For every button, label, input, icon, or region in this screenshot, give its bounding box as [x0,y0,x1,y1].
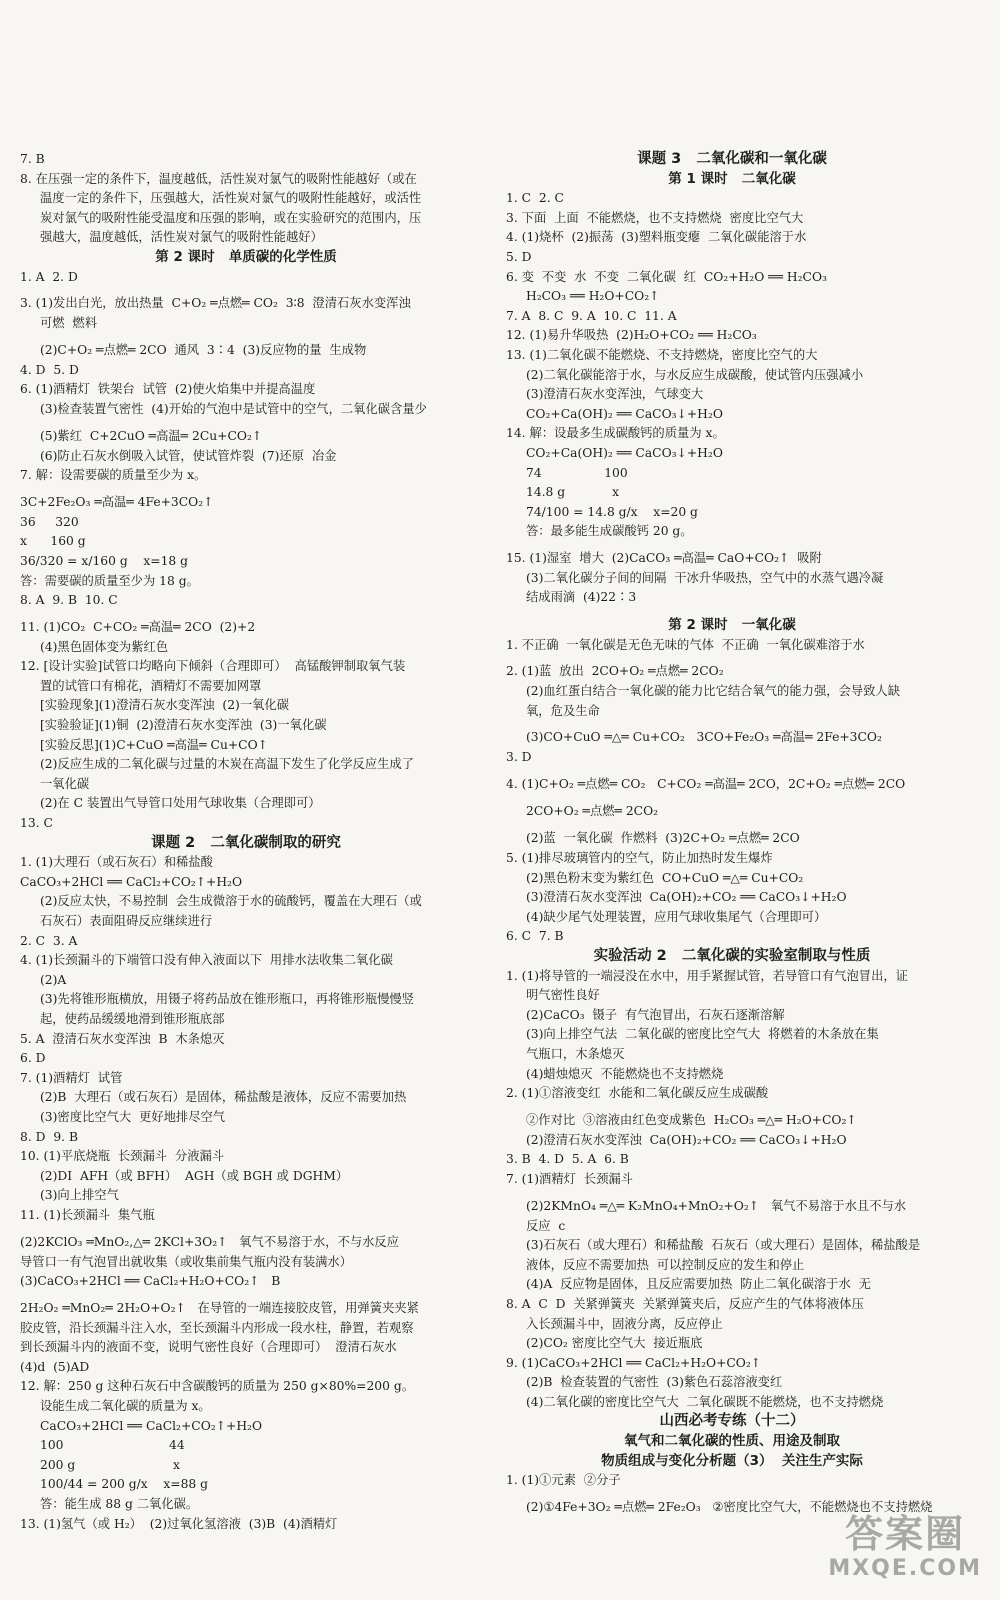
answer-line: (6)防止石灰水倒吸入试管，使试管炸裂 (7)还原 冶金 [40,448,337,463]
answer-line: (2)反应太快，不易控制 会生成微溶于水的硫酸钙，覆盖在大理石（或 [40,894,422,909]
answer-line: 答：最多能生成碳酸钙 20 g。 [526,524,693,539]
answer-line: 1. (1)①元素 ②分子 [506,1473,621,1488]
answer-line: 8. D 9. B [20,1129,78,1144]
answer-line: 导管口一有气泡冒出就收集（或收集前集气瓶内没有装满水） [20,1254,353,1269]
answer-line: (3)向上排空气法 二氧化碳的密度比空气大 将燃着的木条放在集 [526,1027,879,1042]
answer-line: 12. 解：250 g 这种石灰石中含碳酸钙的质量为 250 g×80%=200 g。 [20,1379,415,1394]
answer-line: 14. 解：设最多生成碳酸钙的质量为 x。 [506,426,725,441]
answer-line: 100 44 [40,1438,185,1453]
section-heading: 第 2 课时 一氧化碳 [668,617,796,634]
answer-line: (3)澄清石灰水变浑浊，气球变大 [526,387,704,402]
answer-line: 答：需要碳的质量至少为 18 g。 [20,573,199,588]
answer-line: 1. (1)大理石（或石灰石）和稀盐酸 [20,855,213,870]
answer-line: (2)①4Fe+3O₂ ═点燃═ 2Fe₂O₃ ②密度比空气大，不能燃烧也不支持燃烧 [526,1499,933,1514]
answer-line: 明气密性良好 [526,988,600,1003]
answer-line: CaCO₃+2HCl ══ CaCl₂+CO₂↑+H₂O [40,1418,263,1433]
answer-line: [实验反思](1)C+CuO ═高温═ Cu+CO↑ [40,737,268,752]
answer-line: 74 100 [526,465,628,480]
section-heading: 氧气和二氧化碳的性质、用途及制取 [624,1433,840,1450]
answer-line: 4. (1)C+O₂ ═点燃═ CO₂ C+CO₂ ═高温═ 2CO，2C+O₂ ═点燃═ 2CO [506,777,906,792]
answer-line: (3)向上排空气 [40,1188,119,1203]
answer-line: 13. (1)氢气（或 H₂） (2)过氧化氢溶液 (3)B (4)酒精灯 [20,1516,338,1531]
answer-line: (3)二氧化碳分子间的间隔 干冰升华吸热，空气中的水蒸气遇冷凝 [526,570,884,585]
answer-line: [实验验证](1)铜 (2)澄清石灰水变浑浊 (3)一氧化碳 [40,718,327,733]
answer-line [506,608,958,616]
watermark-url: MXQE.COM [828,1556,982,1581]
answer-line: 强越大，温度越低，活性炭对氯气的吸附性能越好） [40,230,323,245]
answer-line: (2)黑色粉末变为紫红色 CO+CuO ═△═ Cu+CO₂ [526,870,804,885]
answer-line: (3)检查装置气密性 (4)开始的气泡中是试管中的空气，二氧化碳含量少 [40,401,427,416]
answer-line: 14.8 g x [526,485,620,500]
answer-line: 12. [设计实验]试管口均略向下倾斜（合理即可） 高锰酸钾制取氧气装 [20,659,406,674]
answer-line: 8. 在压强一定的条件下，温度越低，活性炭对氯气的吸附性能越好（或在 [20,171,417,186]
answer-line: 10. (1)平底烧瓶 长颈漏斗 分液漏斗 [20,1149,225,1164]
answer-line: 3. (1)发出白光，放出热量 C+O₂ ═点燃═ CO₂ 3∶8 澄清石灰水变浑浊 [20,296,411,311]
answer-line: 74/100 = 14.8 g/x x=20 g [526,504,698,519]
answer-line: (2)B 大理石（或石灰石）是固体，稀盐酸是液体，反应不需要加热 [40,1090,407,1105]
answer-line: 7. B [20,152,45,166]
answer-line: 5. (1)排尽玻璃管内的空气，防止加热时发生爆炸 [506,851,773,866]
answer-line: 4. (1)烧杯 (2)振荡 (3)塑料瓶变瘪 二氧化碳能溶于水 [506,230,807,245]
answer-line: 2. C 3. A [20,933,78,948]
answer-line: (4)A 反应物是固体，且反应需要加热 防止二氧化碳溶于水 无 [526,1277,871,1292]
section-heading: 课题 3 二氧化碳和一氧化碳 [637,151,827,167]
answer-line: 2H₂O₂ ═MnO₂═ 2H₂O+O₂↑ 在导管的一端连接胶皮管，用弹簧夹夹紧 [20,1300,419,1315]
answer-line: (4)黑色固体变为紫红色 [40,639,169,654]
answer-line: (2)2KClO₃ ═MnO₂,△═ 2KCl+3O₂↑ 氧气不易溶于水，不与水反应 [20,1234,400,1249]
answer-line: 3. B 4. D 5. A 6. B [506,1152,629,1167]
answer-line: (4)缺少尾气处理装置，应用气球收集尾气（合理即可） [526,909,827,924]
answer-line: 反应 c [526,1218,566,1233]
answer-line: 设能生成二氧化碳的质量为 x。 [40,1399,211,1414]
answer-line: 结成雨滴 (4)22∶3 [526,590,637,605]
answer-line: x 160 g [20,534,86,549]
answer-line: (2)蓝 一氧化碳 作燃料 (3)2C+O₂ ═点燃═ 2CO [526,831,800,846]
answer-line: (4)d (5)AD [20,1359,90,1374]
answer-line: 液体，反应不需要加热 可以控制反应的发生和停止 [526,1257,805,1272]
answer-line: 1. (1)将导管的一端浸没在水中，用手紧握试管，若导管口有气泡冒出，证 [506,968,908,983]
answer-line: (2)A [40,972,67,987]
answer-line: (2)C+O₂ ═点燃═ 2CO 通风 3∶4 (3)反应物的量 生成物 [40,342,367,357]
answer-line: (2)2KMnO₄ ═△═ K₂MnO₄+MnO₂+O₂↑ 氧气不易溶于水且不与水 [526,1198,907,1213]
answer-line: 13. (1)二氧化碳不能燃烧、不支持燃烧，密度比空气的大 [506,347,818,362]
answer-line: (4)蜡烛熄灭 不能燃烧也不支持燃烧 [526,1066,724,1081]
answer-line: 可燃 燃料 [40,316,98,331]
answer-line: 100/44 = 200 g/x x=88 g [40,1477,209,1492]
answer-line: 起，使药品缓缓地滑到锥形瓶底部 [40,1011,225,1026]
answer-line: 氧，危及生命 [526,703,600,718]
right-column [506,150,958,1518]
answer-line: 1. C 2. C [506,191,564,206]
answer-line: 7. A 8. C 9. A 10. C 11. A [506,308,677,323]
section-heading: 山西必考专练（十二） [659,1413,805,1430]
answer-line: (2)血红蛋白结合一氧化碳的能力比它结合氧气的能力强，会导致人缺 [526,684,901,699]
answer-line: 13. C [20,816,53,831]
answer-line: 36/320 = x/160 g x=18 g [20,553,189,568]
answer-line: 8. A C D 关紧弹簧夹 关紧弹簧夹后，反应产生的气体将液体压 [506,1296,864,1311]
answer-line: 9. (1)CaCO₃+2HCl ══ CaCl₂+H₂O+CO₂↑ [506,1355,762,1370]
answer-line: 200 g x [40,1457,180,1472]
watermark-title: 答案圈 [845,1512,966,1556]
answer-line: 4. D 5. D [20,362,79,377]
answer-line: (2)反应生成的二氧化碳与过量的木炭在高温下发生了化学反应生成了 [40,757,415,772]
section-heading: 实验活动 2 二氧化碳的实验室制取与性质 [593,948,871,964]
answer-line: 7. 解：设需要碳的质量至少为 x。 [20,468,207,483]
answer-line: 温度一定的条件下，压强越大，活性炭对氯气的吸附性能越好，或活性 [40,191,422,206]
answer-line: CO₂+Ca(OH)₂ ══ CaCO₃↓+H₂O [526,445,723,460]
answer-line: 1. A 2. D [20,269,78,284]
answer-line: (5)紫红 C+2CuO ═高温═ 2Cu+CO₂↑ [40,428,263,443]
answer-line: 8. A 9. B 10. C [20,593,118,608]
answer-line: 入长颈漏斗中，固液分离，反应停止 [526,1316,723,1331]
answer-line: (2)DI AFH（或 BFH） AGH（或 BGH 或 DGHM） [40,1168,349,1183]
left-column [20,150,472,1534]
answer-line: (2)二氧化碳能溶于水，与水反应生成碳酸，使试管内压强减小 [526,367,864,382]
section-heading: 第 1 课时 二氧化碳 [668,170,796,187]
answer-line: (3)先将锥形瓶横放，用镊子将药品放在锥形瓶口，再将锥形瓶慢慢竖 [40,992,415,1007]
answer-line: (2)在 C 装置出气导管口处用气球收集（合理即可） [40,796,321,811]
answer-line: 6. C 7. B [506,929,564,944]
answer-line: 2. (1)蓝 放出 2CO+O₂ ═点燃═ 2CO₂ [506,664,724,679]
answer-line: (3)CaCO₃+2HCl ══ CaCl₂+H₂O+CO₂↑ B [20,1274,281,1289]
answer-line: 7. (1)酒精灯 长颈漏斗 [506,1171,633,1186]
answer-line: 36 320 [20,514,79,529]
answer-line: (2)CaCO₃ 镊子 有气泡冒出，石灰石逐渐溶解 [526,1007,785,1022]
answer-line: (2)CO₂ 密度比空气大 接近瓶底 [526,1336,703,1351]
answer-line: 11. (1)长颈漏斗 集气瓶 [20,1207,155,1222]
answer-line: CaCO₃+2HCl ══ CaCl₂+CO₂↑+H₂O [20,874,243,889]
answer-line: 炭对氯气的吸附性能受温度和压强的影响，或在实验研究的范围内，压 [40,210,422,225]
answer-line: 置的试管口有棉花，酒精灯不需要加网罩 [40,678,262,693]
answer-line: (2)澄清石灰水变浑浊 Ca(OH)₂+CO₂ ══ CaCO₃↓+H₂O [526,1132,847,1147]
answer-line: ②作对比 ③溶液由红色变成紫色 H₂CO₃ ═△═ H₂O+CO₂↑ [526,1112,857,1127]
answer-line: 11. (1)CO₂ C+CO₂ ═高温═ 2CO (2)+2 [20,619,256,634]
answer-line: 到长颈漏斗内的液面不变，说明气密性良好（合理即可） 澄清石灰水 [20,1340,397,1355]
answer-line: 答：能生成 88 g 二氧化碳。 [40,1497,199,1512]
answer-line: 一氧化碳 [40,776,90,791]
answer-line: 石灰石）表面阻碍反应继续进行 [40,914,213,928]
answer-line: 3. 下面 上面 不能燃烧，也不支持燃烧 密度比空气大 [506,210,804,225]
answer-line: 4. (1)长颈漏斗的下端管口没有伸入液面以下 用排水法收集二氧化碳 [20,953,393,968]
answer-line: 7. (1)酒精灯 试管 [20,1070,123,1085]
answer-line: 胶皮管，沿长颈漏斗注入水，至长颈漏斗内形成一段水柱，静置，若观察 [20,1320,414,1335]
answer-line: (2)B 检查装置的气密性 (3)紫色石蕊溶液变红 [526,1375,783,1390]
answer-line: 6. D [20,1051,46,1066]
section-heading: 课题 2 二氧化碳制取的研究 [151,834,341,851]
answer-line: 3C+2Fe₂O₃ ═高温═ 4Fe+3CO₂↑ [20,494,214,509]
answer-line: 气瓶口，木条熄灭 [526,1046,625,1061]
answer-line: 6. 变 不变 水 不变 二氧化碳 红 CO₂+H₂O ══ H₂CO₃ [506,269,827,284]
answer-line: H₂CO₃ ══ H₂O+CO₂↑ [526,289,660,304]
answer-line: (3)CO+CuO ═△═ Cu+CO₂ 3CO+Fe₂O₃ ═高温═ 2Fe+3CO₂ [526,730,882,745]
answer-line: 12. (1)易升华吸热 (2)H₂O+CO₂ ══ H₂CO₃ [506,328,757,343]
answer-line: 2CO+O₂ ═点燃═ 2CO₂ [526,804,659,819]
section-heading: 物质组成与变化分析题（3） 关注生产实际 [601,1452,863,1469]
answer-line: [实验现象](1)澄清石灰水变浑浊 (2)一氧化碳 [40,698,290,713]
answer-line: 5. A 澄清石灰水变浑浊 B 木条熄灭 [20,1031,225,1046]
answer-line: (3)石灰石（或大理石）和稀盐酸 石灰石（或大理石）是固体，稀盐酸是 [526,1238,921,1253]
answer-line: (4)二氧化碳的密度比空气大 二氧化碳既不能燃烧，也不支持燃烧 [526,1394,884,1409]
answer-line: 2. (1)①溶液变红 水能和二氧化碳反应生成碳酸 [506,1086,769,1101]
answer-line: (3)澄清石灰水变浑浊 Ca(OH)₂+CO₂ ══ CaCO₃↓+H₂O [526,890,847,905]
answer-line: 5. D [506,249,532,264]
answer-line: 3. D [506,750,532,765]
answer-line: 1. 不正确 一氧化碳是无色无味的气体 不正确 一氧化碳难溶于水 [506,637,865,652]
answer-line: 15. (1)湿室 增大 (2)CaCO₃ ═高温═ CaO+CO₂↑ 吸附 [506,550,822,565]
section-heading: 第 2 课时 单质碳的化学性质 [155,248,337,265]
answer-line: CO₂+Ca(OH)₂ ══ CaCO₃↓+H₂O [526,406,723,421]
answer-line: 6. (1)酒精灯 铁架台 试管 (2)使火焰集中并提高温度 [20,382,316,397]
answer-line: (3)密度比空气大 更好地排尽空气 [40,1109,226,1124]
watermark-logo [828,1512,982,1582]
